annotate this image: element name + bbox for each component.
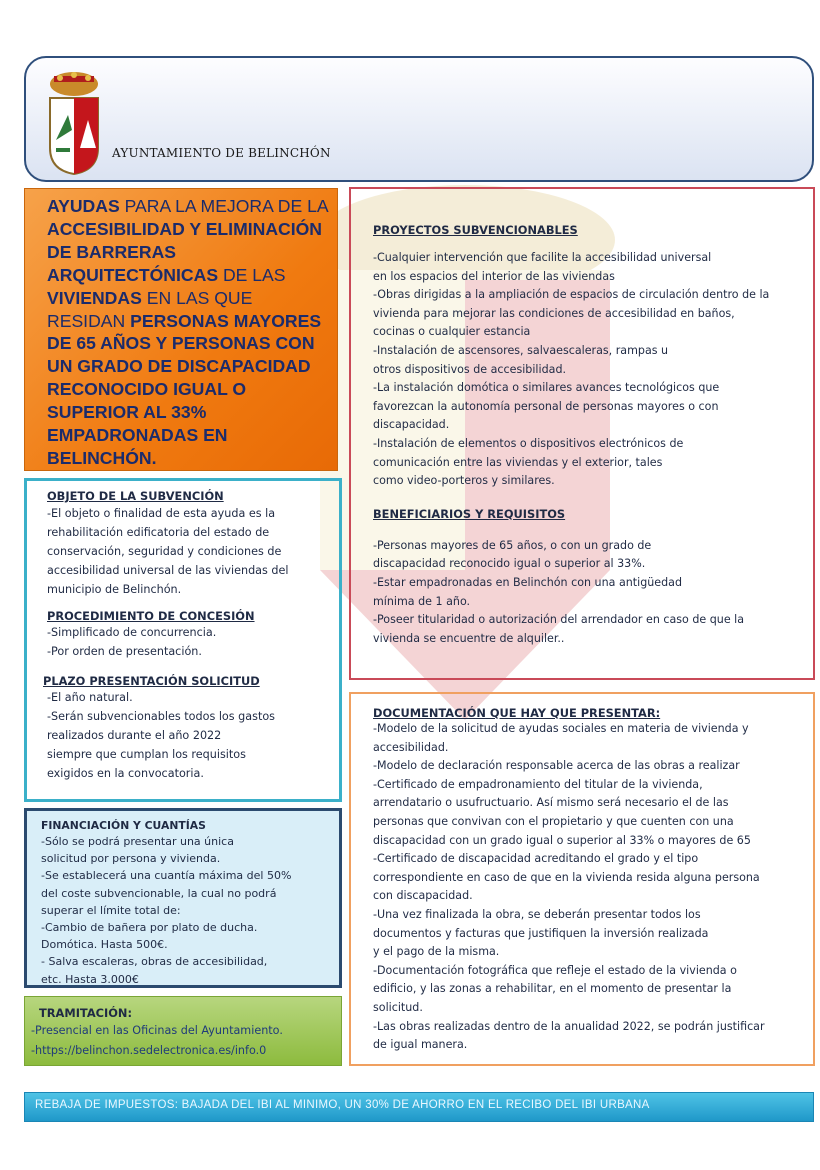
text-line: vivienda para mejorar las condiciones de accesibilidad en baños, bbox=[373, 306, 735, 320]
organization-name: AYUNTAMIENTO DE BELINCHÓN bbox=[112, 146, 331, 160]
text-line: otros dispositivos de accesibilidad. bbox=[373, 362, 567, 376]
text-line: -Se establecerá una cuantía máxima del 50% bbox=[41, 869, 292, 883]
text-line: -Personas mayores de 65 años, o con un grado de bbox=[373, 538, 652, 552]
text-line: accesibilidad universal de las viviendas del bbox=[47, 564, 289, 577]
financiacion-text bbox=[41, 833, 333, 988]
text-line: -La instalación domótica o similares avances tecnológicos que bbox=[373, 381, 720, 395]
text-line: -Certificado de discapacidad acreditando el grado y el tipo bbox=[373, 852, 699, 866]
text-line: vivienda se encuentre de alquiler.. bbox=[373, 631, 565, 645]
text-line: -Modelo de declaración responsable acerca de las obras a realizar bbox=[373, 759, 740, 773]
financiacion-heading: FINANCIACIÓN Y CUANTÍAS bbox=[41, 819, 206, 832]
beneficiarios-heading: BENEFICIARIOS Y REQUISITOS bbox=[373, 506, 566, 521]
documentacion-section bbox=[349, 692, 815, 1066]
documentacion-text bbox=[373, 720, 807, 1055]
title-part: PERSONAS MAYORES DE 65 AÑOS Y PERSONAS CON UN GRADO DE DISCAPACIDAD RECONOCIDO IGUAL O SUPERIOR AL 33% EMPADRONADAS EN BELINCHÓN. bbox=[47, 310, 322, 468]
text-line: accesibilidad. bbox=[373, 740, 449, 754]
text-line: siempre que cumplan los requisitos bbox=[47, 748, 246, 761]
proyectos-section bbox=[349, 187, 815, 680]
text-line: correspondiente en caso de que en la vivienda resida alguna persona bbox=[373, 870, 760, 884]
text-line: -Instalación de elementos o dispositivos electrónicos de bbox=[373, 436, 684, 450]
title-box bbox=[24, 188, 338, 471]
text-line: como video-porteros y similares. bbox=[373, 474, 555, 488]
objeto-heading: OBJETO DE LA SUBVENCIÓN bbox=[47, 489, 224, 503]
text-line: -Modelo de la solicitud de ayudas sociales en materia de vivienda y bbox=[373, 722, 749, 735]
text-line: rehabilitación edificatoria del estado de bbox=[47, 526, 270, 539]
text-line: exigidos en la convocatoria. bbox=[47, 767, 204, 780]
title-part: PARA LA MEJORA DE LA bbox=[124, 196, 328, 216]
text-line: realizados durante el año 2022 bbox=[47, 729, 222, 742]
text-line: etc. Hasta 3.000€ bbox=[41, 972, 139, 986]
text-line: favorezcan la autonomía personal de personas mayores o con bbox=[373, 399, 719, 413]
text-line: -Cambio de bañera por plato de ducha. bbox=[41, 921, 258, 935]
objeto-section bbox=[24, 478, 342, 802]
text-line: -Instalación de ascensores, salvaescaleras, rampas u bbox=[373, 343, 669, 357]
header-banner bbox=[24, 56, 814, 182]
text-line: superar el límite total de: bbox=[41, 903, 181, 917]
text-line: -Poseer titularidad o autorización del arrendador en caso de que la bbox=[373, 613, 745, 627]
text-line: municipio de Belinchón. bbox=[47, 583, 182, 596]
plazo-text bbox=[47, 688, 333, 783]
text-line: -Sólo se podrá presentar una única bbox=[41, 835, 234, 848]
procedimiento-text bbox=[47, 623, 333, 661]
sede-electronica-link[interactable]: -https://belinchon.sedelectronica.es/info.0 bbox=[31, 1044, 267, 1057]
text-line: y el pago de la misma. bbox=[373, 945, 500, 959]
text-line: -Por orden de presentación. bbox=[47, 645, 202, 658]
text-line: en los espacios del interior de las viviendas bbox=[373, 269, 615, 283]
text-line: -Estar empadronadas en Belinchón con una antigüedad bbox=[373, 575, 682, 589]
title-part: EN LAS QUE RESIDAN bbox=[47, 287, 253, 331]
text-line: cocinas o cualquier estancia bbox=[373, 325, 531, 339]
text-line: - Salva escaleras, obras de accesibilidad, bbox=[41, 955, 268, 969]
text-line: documentos y facturas que justifiquen la inversión realizada bbox=[373, 926, 709, 940]
text-line: edificio, y las zonas a rehabilitar, en el momento de presentar la bbox=[373, 982, 732, 996]
financiacion-section bbox=[24, 808, 342, 988]
procedimiento-heading: PROCEDIMIENTO DE CONCESIÓN bbox=[47, 609, 255, 623]
text-line: -El objeto o finalidad de esta ayuda es la bbox=[47, 507, 276, 520]
title-part: DE LAS bbox=[222, 264, 286, 285]
text-line: -Documentación fotográfica que refleje el estado de la vivienda o bbox=[373, 963, 737, 977]
text-line: discapacidad reconocido igual o superior al 33%. bbox=[373, 557, 646, 571]
tramitacion-section bbox=[24, 996, 342, 1066]
text-line: solicitud por persona y vivienda. bbox=[41, 852, 221, 866]
text-line: -Una vez finalizada la obra, se deberán presentar todos los bbox=[373, 907, 701, 921]
plazo-heading: PLAZO PRESENTACIÓN SOLICITUD bbox=[43, 674, 260, 688]
coat-of-arms-icon bbox=[46, 70, 102, 176]
text-line: comunicación entre las viviendas y el exterior, tales bbox=[373, 455, 663, 469]
text-line: mínima de 1 año. bbox=[373, 594, 471, 608]
objeto-text bbox=[47, 504, 333, 599]
text-line: -Presencial en las Oficinas del Ayuntamiento. bbox=[31, 1024, 283, 1037]
proyectos-text bbox=[373, 249, 807, 491]
proyectos-heading: PROYECTOS SUBVENCIONABLES bbox=[373, 223, 578, 237]
text-line: -El año natural. bbox=[47, 691, 133, 704]
text-line: -Obras dirigidas a la ampliación de espacios de circulación dentro de la bbox=[373, 288, 770, 302]
title-part: VIVIENDAS bbox=[47, 287, 147, 308]
footer-banner: REBAJA DE IMPUESTOS: BAJADA DEL IBI AL MINIMO, UN 30% DE AHORRO EN EL RECIBO DEL IBI URBANA bbox=[24, 1092, 814, 1122]
text-line: discapacidad. bbox=[373, 418, 450, 432]
text-line: -Cualquier intervención que facilite la accesibilidad universal bbox=[373, 251, 712, 264]
beneficiarios-text bbox=[373, 537, 807, 649]
title-part: ACCESIBILIDAD Y ELIMINACIÓN DE BARRERAS ARQUITECTÓNICAS bbox=[47, 218, 323, 285]
tramitacion-heading: TRAMITACIÓN: bbox=[39, 1006, 132, 1020]
text-line: -Serán subvencionables todos los gastos bbox=[47, 710, 276, 723]
text-line: -Certificado de empadronamiento del titular de la vivienda, bbox=[373, 777, 703, 791]
text-line: -Las obras realizadas dentro de la anualidad 2022, se podrán justificar bbox=[373, 1019, 765, 1033]
text-line: discapacidad con un grado igual o superior al 33% o mayores de 65 bbox=[373, 833, 751, 847]
text-line: con discapacidad. bbox=[373, 889, 473, 903]
text-line: -Simplificado de concurrencia. bbox=[47, 626, 217, 639]
text-line: solicitud. bbox=[373, 1000, 423, 1014]
main-title bbox=[47, 196, 328, 468]
documentacion-heading: DOCUMENTACIÓN QUE HAY QUE PRESENTAR: bbox=[373, 706, 661, 720]
text-line: arrendatario o usufructuario. Así mismo será necesario el de las bbox=[373, 796, 729, 810]
text-line: conservación, seguridad y condiciones de bbox=[47, 545, 282, 558]
text-line: personas que convivan con el propietario y que cuenten con una bbox=[373, 814, 734, 828]
text-line: del coste subvencionable, la cual no podrá bbox=[41, 886, 277, 900]
text-line: Domótica. Hasta 500€. bbox=[41, 938, 168, 952]
title-part: AYUDAS bbox=[47, 196, 125, 216]
text-line: de igual manera. bbox=[373, 1038, 468, 1052]
tramitacion-text bbox=[31, 1021, 335, 1061]
